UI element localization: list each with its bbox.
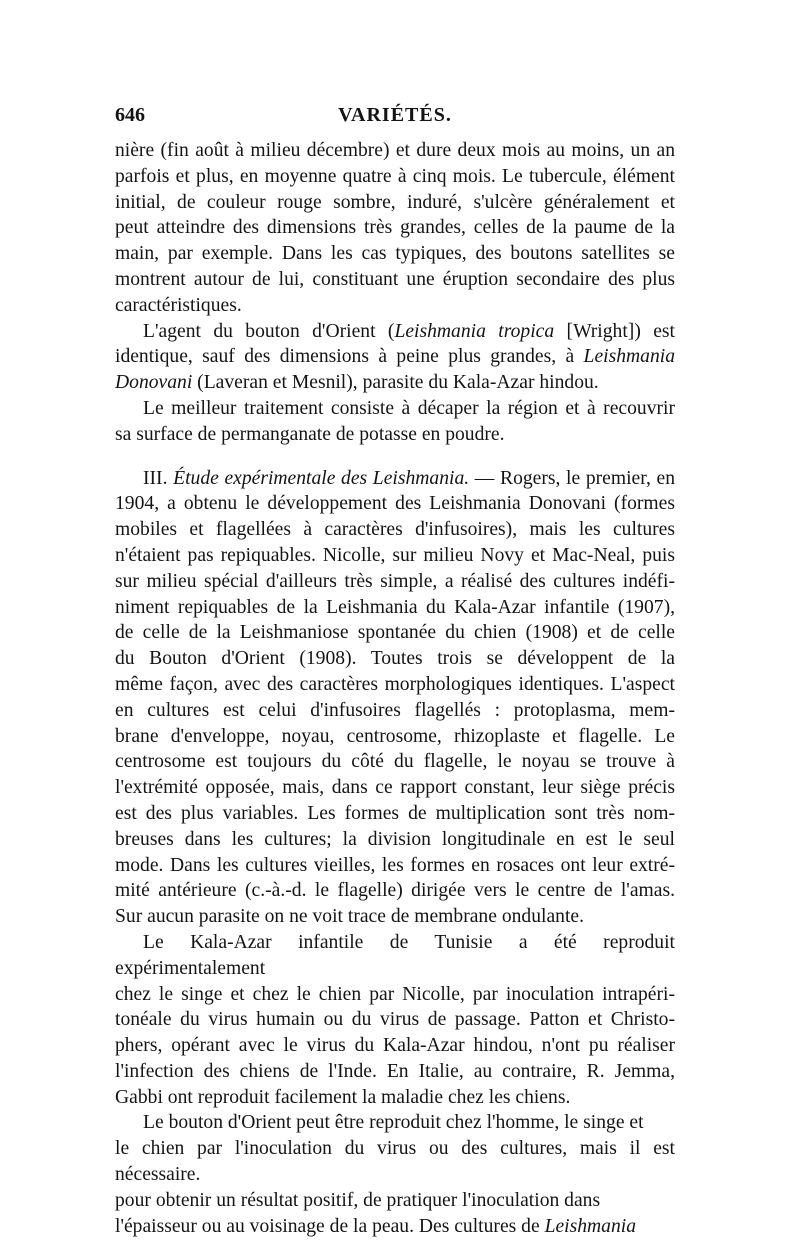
paragraph-orient-button-reproduction [115,1110,675,1239]
book-page [115,104,675,1239]
text-line: pour obtenir un résultat positif, de pratiquer l'inoculation dans [115,1189,601,1211]
text-line: peut atteindre des dimensions très grandes, celles de la paume de la [115,217,675,239]
text-line: tonéale du virus humain ou du virus de passage. Patton et Christo- [115,1009,675,1031]
text-line: niment repiquables de la Leishmania du Kala-Azar infantile (1907), [115,596,675,618]
text-line: chez le singe et chez le chien par Nicolle, par inoculation intrapéri- [115,983,675,1005]
text-line: main, par exemple. Dans les cas typiques, des boutons satellites se [115,243,675,265]
text-run: l'épaisseur ou au voisinage de la peau. Des cultures de [115,1215,545,1237]
paragraph-tubercle-description [115,138,675,319]
section-title: Étude expérimentale des Leishmania. [173,467,470,489]
text-line [115,344,675,370]
text-line: sur milieu spécial d'ailleurs très simple, a réalisé des cultures indéfi- [115,570,675,592]
page-header [115,104,675,138]
text-line: Gabbi ont reproduit facilement la maladie chez les chiens. [115,1086,571,1108]
paragraph-kala-azar-reproduction [115,930,675,1111]
text-line: du Bouton d'Orient (1908). Toutes trois se développent de la [115,648,675,670]
text-line: l'infection des chiens de l'Inde. En Italie, au contraire, R. Jemma, [115,1060,675,1082]
text-line: de celle de la Leishmaniose spontanée du chien (1908) et de celle [115,622,675,644]
text-line: Le bouton d'Orient peut être reproduit chez l'homme, le singe et [143,1112,644,1134]
text-run: — Rogers, le premier, en [469,467,675,489]
text-line: nière (fin août à milieu décembre) et dure deux mois au moins, un an [115,140,675,161]
text-line: brane d'enveloppe, noyau, centrosome, rhizoplaste et flagelle. Le [115,725,675,747]
text-line: mode. Dans les cultures vieilles, les formes en rosaces ont leur extré- [115,854,675,876]
text-line: initial, de couleur rouge sombre, induré, s'ulcère généralement et [115,191,675,213]
text-line: breuses dans les cultures; la division longitudinale en est le seul [115,828,675,850]
italic-term: Leishmania [583,346,675,368]
paragraph-experimental-study [115,466,675,930]
text-line: montrent autour de lui, constituant une éruption secondaire des plus [115,268,675,290]
text-line: parfois et plus, en moyenne quatre à cinq mois. Le tubercule, élément [115,165,675,187]
text-line: Le Kala-Azar infantile de Tunisie a été reproduit expérimentalement [115,931,675,979]
text-line: l'extrémité opposée, mais, dans ce rapport constant, leur siège précis [115,777,675,799]
italic-term: Leishmania tropica [394,320,555,342]
italic-term: Leishmania [544,1215,637,1237]
text-line: mobiles et flagellées à caractères d'infusoires), mais les cultures [115,519,675,541]
paragraph-agent [115,319,675,396]
section-number: III. [143,467,174,489]
paragraph-treatment [115,396,675,448]
text-run: [Wright]) est [554,320,675,342]
text-line: centrosome est toujours du côté du flagelle, le noyau se trouve à [115,751,675,773]
text-run: (Laveran et Mesnil), parasite du Kala-Azar hindou. [192,372,599,394]
text-line [115,1214,675,1240]
italic-term: Donovani [115,372,193,394]
text-line: n'étaient pas repiquables. Nicolle, sur milieu Novy et Mac-Neal, puis [115,544,675,566]
text-run: identique, sauf des dimensions à peine plus grandes, à [115,346,584,368]
text-line: 1904, a obtenu le développement des Leishmania Donovani (formes [115,493,675,515]
text-line: en cultures est celui d'infusoires flagellés : protoplasma, mem- [115,699,675,721]
text-line: le chien par l'inoculation du virus ou des cultures, mais il est nécessaire. [115,1138,675,1186]
text-line: Sur aucun parasite on ne voit trace de membrane ondulante. [115,906,584,928]
text-line: mité antérieure (c.-à.-d. le flagelle) dirigée vers le centre de l'amas. [115,880,675,902]
text-line: Le meilleur traitement consiste à décaper la région et à recouvrir [143,397,675,419]
running-title: VARIÉTÉS. [338,104,452,126]
text-line: est des plus variables. Les formes de multiplication sont très nom- [115,802,675,824]
page-number: 646 [115,104,145,126]
body-text [115,138,675,1239]
text-line [115,466,675,492]
text-line [115,370,675,396]
text-line: même façon, avec des caractères morphologiques identiques. L'aspect [115,673,675,695]
text-run: L'agent du bouton d'Orient ( [143,320,395,342]
text-line: sa surface de permanganate de potasse en poudre. [115,423,505,445]
text-line: phers, opérant avec le virus du Kala-Azar hindou, n'ont pu réaliser [115,1035,675,1057]
text-line: caractéristiques. [115,294,242,316]
text-line [115,319,675,345]
